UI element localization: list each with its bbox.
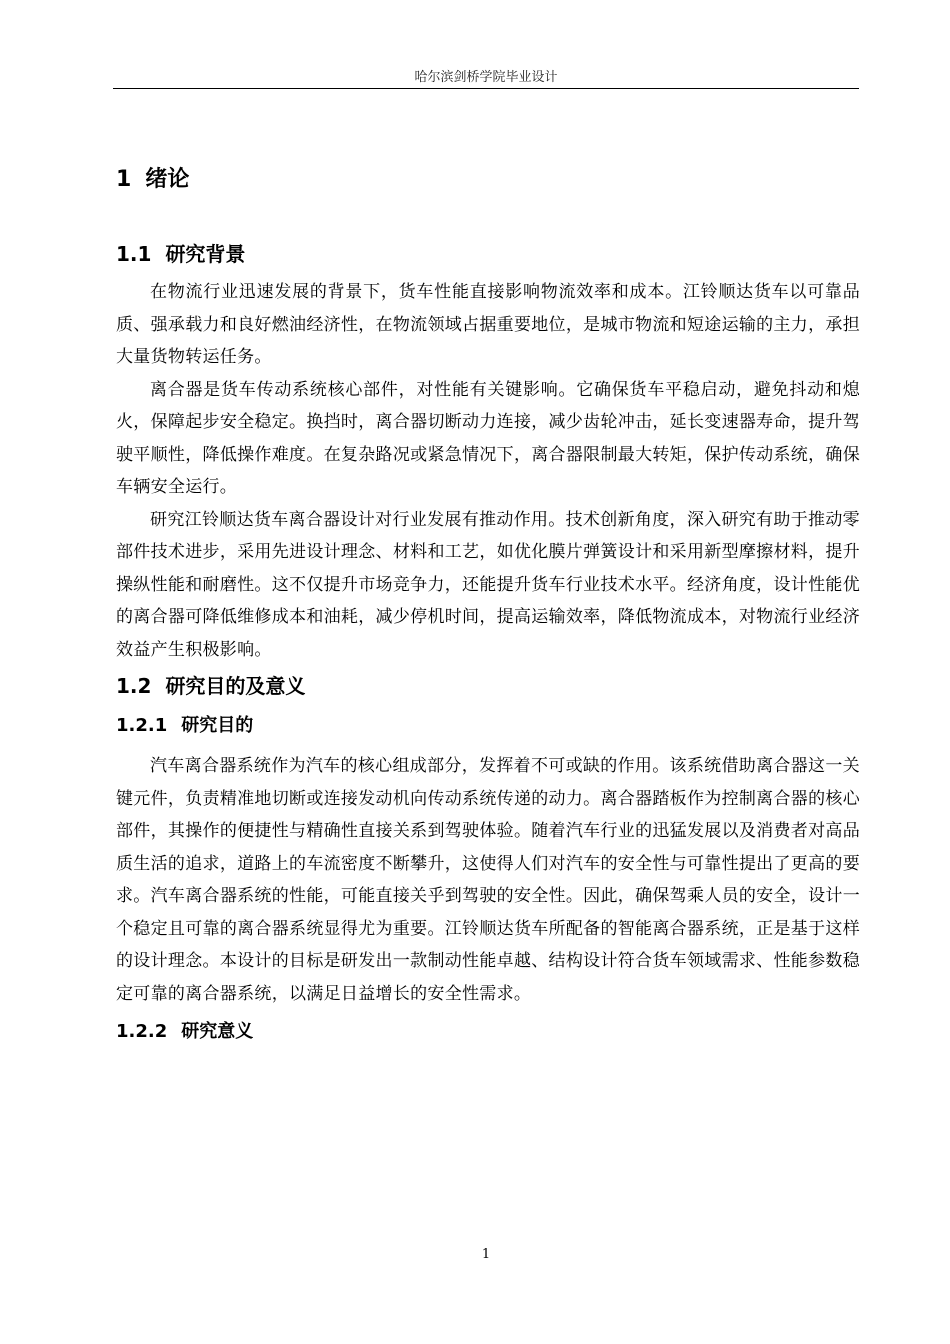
paragraph: 在物流行业迅速发展的背景下，货车性能直接影响物流效率和成本。江铃顺达货车以可靠品质、强承载力和良好燃油经济性，在物流领域占据重要地位，是城市物流和短途运输的主力，承担大量货物转运任务。 [116, 282, 860, 367]
page-number: 1 [481, 1247, 491, 1262]
section-number: 1.1 [116, 242, 152, 266]
section-number: 1.2 [116, 674, 152, 698]
chapter-number: 1 [116, 167, 132, 192]
chapter-heading [116, 160, 860, 200]
paragraph: 汽车离合器系统作为汽车的核心组成部分，发挥着不可或缺的作用。该系统借助离合器这一关键元件，负责精准地切断或连接发动机向传动系统传递的动力。离合器踏板作为控制离合器的核心部件，其操作的便捷性与精确性直接关系到驾驶体验。随着汽车行业的迅猛发展以及消费者对高品质生活的追求，道路上的车流密度不断攀升，这使得人们对汽车的安全性与可靠性提出了更高的要求。汽车离合器系统的性能，可能直接关乎到驾驶的安全性。因此，确保驾乘人员的安全，设计一个稳定且可靠的离合器系统显得尤为重要。江铃顺达货车所配备的智能离合器系统，正是基于这样的设计理念。本设计的目标是研发出一款制动性能卓越、结构设计符合货车领域需求、性能参数稳定可靠的离合器系统，以满足日益增长的安全性需求。 [116, 756, 860, 1004]
paragraph: 离合器是货车传动系统核心部件，对性能有关键影响。它确保货车平稳启动，避免抖动和熄火，保障起步安全稳定。换挡时，离合器切断动力连接，减少齿轮冲击，延长变速器寿命，提升驾驶平顺性，降低操作难度。在复杂路况或紧急情况下，离合器限制最大转矩，保护传动系统，确保车辆安全运行。 [116, 379, 860, 497]
section-title: 研究背景 [165, 242, 246, 266]
subsection-title: 研究目的 [181, 715, 254, 736]
subsection-heading-1-2-1 [116, 706, 860, 746]
section-heading-1-2 [116, 666, 860, 706]
subsection-number: 1.2.1 [116, 715, 168, 736]
document-body [116, 160, 860, 1052]
section-heading-1-1 [116, 234, 860, 274]
paragraph: 研究江铃顺达货车离合器设计对行业发展有推动作用。技术创新角度，深入研究有助于推动零部件技术进步，采用先进设计理念、材料和工艺，如优化膜片弹簧设计和采用新型摩擦材料，提升操纵性能和耐磨性。这不仅提升市场竞争力，还能提升货车行业技术水平。经济角度，设计性能优的离合器可降低维修成本和油耗，减少停机时间，提高运输效率，降低物流成本，对物流行业经济效益产生积极影响。 [116, 509, 860, 660]
page-header: 哈尔滨剑桥学院毕业设计 [414, 70, 558, 85]
subsection-number: 1.2.2 [116, 1021, 168, 1042]
chapter-title: 绪论 [145, 167, 190, 192]
subsection-title: 研究意义 [181, 1021, 254, 1042]
subsection-heading-1-2-2 [116, 1012, 860, 1052]
section-title: 研究目的及意义 [165, 674, 306, 698]
header-divider [113, 88, 859, 89]
